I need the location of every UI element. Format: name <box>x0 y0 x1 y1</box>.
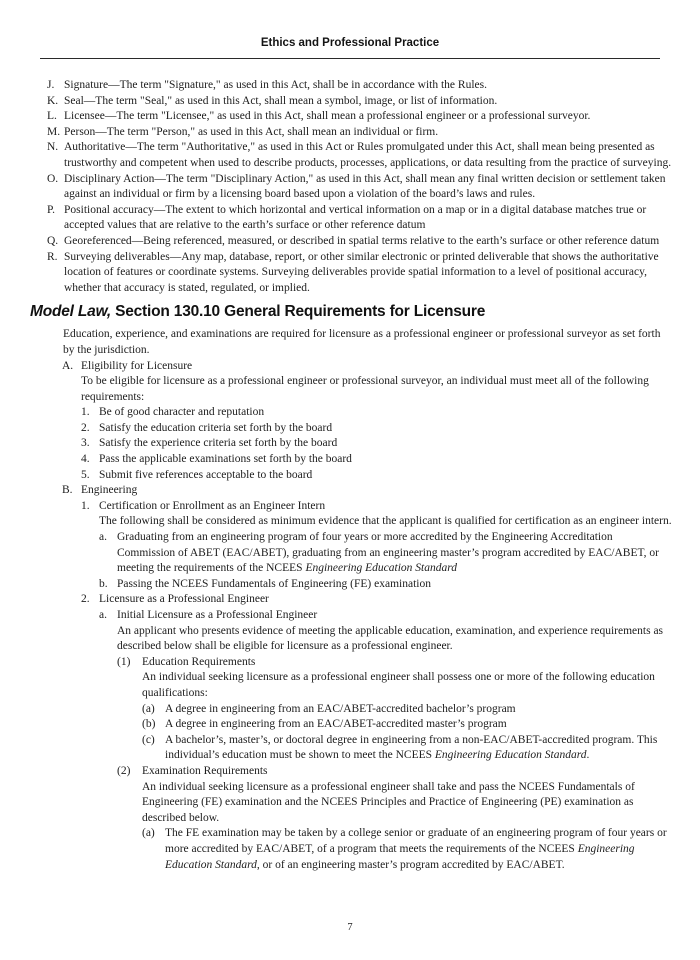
item-title: Certification or Enrollment as an Engineer Intern <box>99 499 326 512</box>
item-text: Signature—The term "Signature," as used in this Act, shall be in accordance with the Rules. <box>64 79 487 91</box>
item-B2-licensure <box>0 592 700 608</box>
definition-item-L <box>0 109 700 125</box>
item-label: (b) <box>142 718 156 731</box>
item-label: a. <box>99 531 107 544</box>
item-title: Licensure as a Professional Engineer <box>99 593 269 606</box>
item-p1-education <box>0 655 700 671</box>
item-text: The FE examination may be taken by a college senior or graduate of an engineering program of four years or more accredited by EAC/ABET, of a program that meets the requirements of the NCEES <box>165 827 667 855</box>
requirement-2 <box>0 421 700 437</box>
item-label: J. <box>47 79 55 91</box>
item-text: A degree in engineering from an EAC/ABET-accredited bachelor’s program <box>165 702 516 715</box>
item-B2a-body: An applicant who presents evidence of meeting the applicable education, examination, and experience requirements as described below shall be eligible for licensure as a professional engineer. <box>117 624 664 653</box>
item-label: Q. <box>47 234 59 247</box>
item-label: K. <box>47 94 59 107</box>
item-text: A degree in engineering from an EAC/ABET-accredited master’s program <box>165 718 507 731</box>
item-label: R. <box>47 250 58 263</box>
item-text: Submit five references acceptable to the board <box>99 468 313 481</box>
item-label: 3. <box>81 437 90 450</box>
item-text: A bachelor’s, master’s, or doctoral degree in engineering from a non-EAC/ABET-accredited program. This individual’s education must be shown to meet the NCEES <box>165 733 658 762</box>
item-A-body: To be eligible for licensure as a professional engineer or professional surveyor, an individual must meet all of the following requirements: <box>81 375 649 403</box>
item-text: Satisfy the experience criteria set forth by the board <box>99 437 338 450</box>
definition-item-K <box>0 94 700 110</box>
item-label: P. <box>47 203 55 216</box>
italic-standard-name: Engineering Education Standard <box>434 749 587 762</box>
item-B2a <box>0 608 700 624</box>
item-label: 1. <box>81 406 90 419</box>
item-label: (1) <box>117 655 131 668</box>
item-title: Examination Requirements <box>142 764 268 777</box>
page-number: 7 <box>347 922 353 933</box>
item-text: Disciplinary Action—The term "Disciplinary Action," as used in this Act, shall mean any final written decision or settlement taken against an individual or firm by a licensing board based upon a violation of the board’s laws and rules. <box>64 172 666 201</box>
item-p1a <box>0 702 700 718</box>
requirement-5 <box>0 468 700 484</box>
item-text: Licensee—The term "Licensee," as used in this Act, shall mean a professional engineer or a professional surveyor. <box>64 110 591 123</box>
definition-item-R <box>0 250 700 297</box>
item-p1c <box>0 733 700 764</box>
item-B1b <box>0 577 700 593</box>
item-label: B. <box>62 484 73 497</box>
item-p2-body: An individual seeking licensure as a professional engineer shall take and pass the NCEES Fundamentals of Engineering (FE) examination and the NCEES Principles and Practice of Engineering (PE) examination as described below. <box>142 780 635 824</box>
item-label: (2) <box>117 764 131 777</box>
item-text: Surveying deliverables—Any map, database, report, or other similar electronic or printed deliverable that shows the authoritative location of features or coordinate systems. Surveying deliverables provide spatial information to a level of positional accuracy, whether that accuracy is stated, regulated, or implied. <box>64 250 659 294</box>
item-p1b <box>0 717 700 733</box>
page-body <box>0 59 700 873</box>
item-text: Person—The term "Person," as used in this Act, shall mean an individual or firm. <box>64 125 439 138</box>
item-label: O. <box>47 172 59 185</box>
item-label: N. <box>47 141 59 154</box>
italic-standard-name: Engineering Education Standard <box>165 842 635 871</box>
definition-item-N <box>0 140 700 171</box>
item-text: Pass the applicable examinations set forth by the board <box>99 453 352 466</box>
running-header: Ethics and Professional Practice <box>260 37 440 49</box>
item-text: Georeferenced—Being referenced, measured, or described in spatial terms relative to the earth’s surface or other reference datum <box>64 234 660 247</box>
item-B-engineering <box>0 483 700 499</box>
item-label: M. <box>47 125 61 138</box>
definition-item-J <box>0 78 700 94</box>
italic-standard-name: Engineering Education Standard <box>305 562 458 575</box>
definition-item-Q <box>0 234 700 250</box>
item-B1-body: The following shall be considered as minimum evidence that the applicant is qualified for certification as an engineer intern. <box>99 515 672 528</box>
item-text: Seal—The term "Seal," as used in this Act, shall mean a symbol, image, or list of information. <box>64 94 498 107</box>
item-text-post: , or of an engineering master’s program accredited by EAC/ABET. <box>256 858 565 871</box>
item-title: Initial Licensure as a Professional Engineer <box>117 609 318 621</box>
definition-item-M <box>0 125 700 141</box>
section-heading-title: Section 130.10 General Requirements for Licensure <box>115 303 486 321</box>
item-label: 2. <box>81 421 90 434</box>
item-label: (a) <box>142 827 155 840</box>
definition-item-P <box>0 203 700 234</box>
item-p2a <box>0 826 700 873</box>
section-heading <box>30 301 672 322</box>
item-p1-body: An individual seeking licensure as a professional engineer shall possess one or more of the following education qualifications: <box>142 671 655 699</box>
item-B1-certification <box>0 499 700 515</box>
requirement-1 <box>0 405 700 421</box>
item-text-post: . <box>586 749 590 762</box>
item-text: Satisfy the education criteria set forth by the board <box>99 421 333 434</box>
item-label: 5. <box>81 468 90 481</box>
requirement-3 <box>0 436 700 452</box>
item-text: Passing the NCEES Fundamentals of Engineering (FE) examination <box>117 577 431 590</box>
item-label: (a) <box>142 702 155 715</box>
section-heading-model-law: Model Law, <box>30 303 116 321</box>
item-text: Graduating from an engineering program of four years or more accredited by the Engineering Accreditation Commission of ABET (EAC/ABET), graduating from an engineering master’s program accredited by EAC/ABET, or meeting the requirements of the NCEES <box>117 531 659 575</box>
item-label: A. <box>62 359 74 372</box>
item-label: L. <box>47 110 57 123</box>
item-text: Authoritative—The term "Authoritative," as used in this Act or Rules promulgated under this Act, shall mean being presented as trustworthy and competent when used to describe products, processes, applications, or data resulting from the practice of surveying. <box>64 141 672 169</box>
definition-item-O <box>0 172 700 203</box>
item-text: Be of good character and reputation <box>99 406 265 419</box>
requirement-4 <box>0 452 700 468</box>
item-p2-examination <box>0 764 700 780</box>
item-title: Eligibility for Licensure <box>81 359 193 372</box>
item-label: a. <box>99 609 107 621</box>
item-label: (c) <box>142 733 155 746</box>
item-label: 4. <box>81 453 90 466</box>
item-label: 2. <box>81 593 90 606</box>
item-label: 1. <box>81 499 90 512</box>
item-B1a <box>0 530 700 577</box>
item-title: Engineering <box>81 484 138 497</box>
item-A-eligibility <box>0 359 700 375</box>
item-title: Education Requirements <box>142 655 256 668</box>
item-text: Positional accuracy—The extent to which horizontal and vertical information on a map or in a digital database matches true or accepted values that are relative to the earth’s surface or other reference datum <box>64 203 647 232</box>
item-label: b. <box>99 577 108 590</box>
section-intro: Education, experience, and examinations are required for licensure as a professional engineer or professional surveyor as set forth by the jurisdiction. <box>63 328 661 356</box>
